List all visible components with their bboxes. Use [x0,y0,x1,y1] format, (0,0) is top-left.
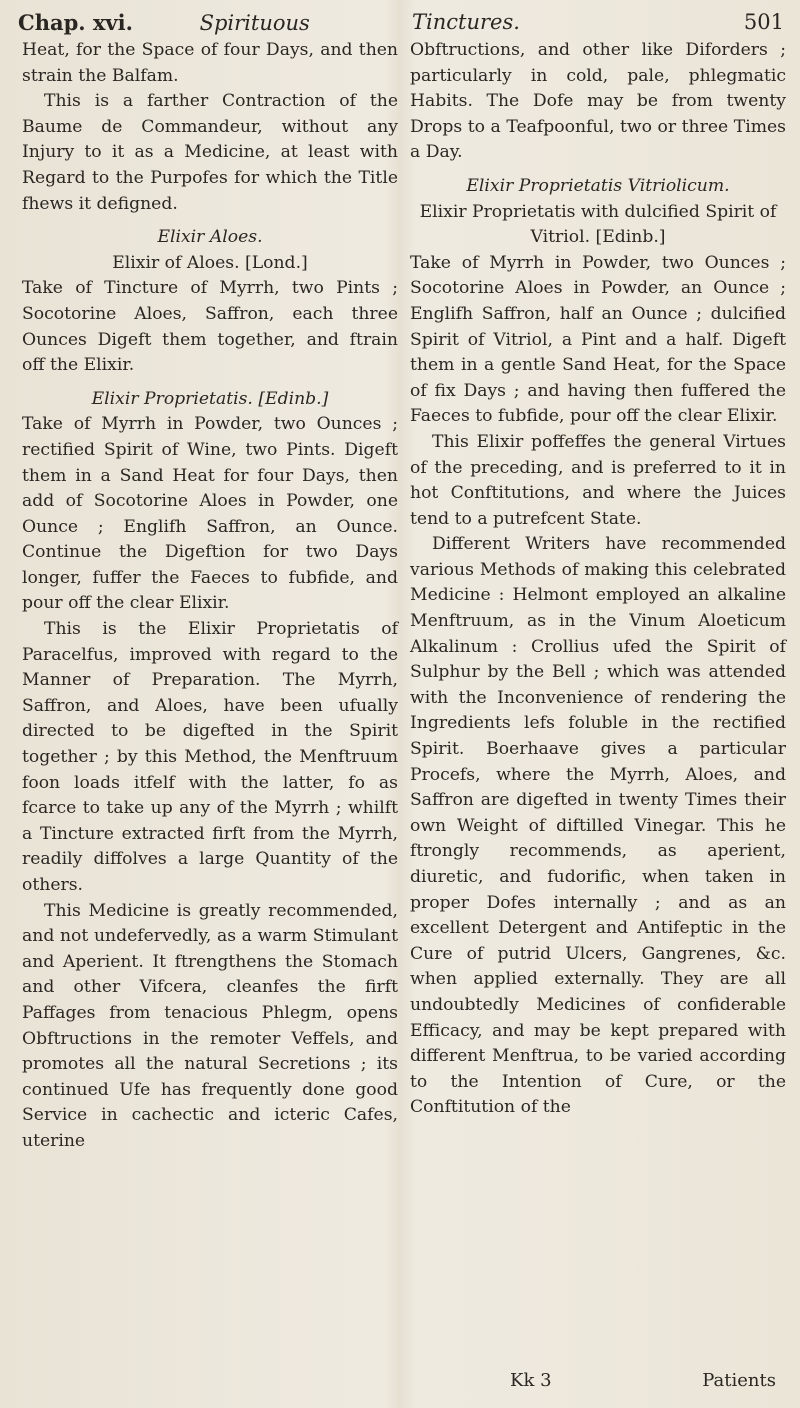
paragraph: Different Writers have recommended various Methods of making this celebrated Medicine : Helmont employed an alkaline Menftruum, as in the Vinum Aloeticum Alkalinum : Crollius ufed the Spirit of Sulphur by the Bell ; which was attended with the Inconvenience of rendering the Ingredients lefs foluble in the rectified Spirit. Boerhaave gives a particular Procefs, where the Myrrh, Aloes, and Saffron are digefted in twenty Times their own Weight of diftilled Vinegar. This he ftrongly recommends, as aperient, diuretic, and fudorific, when taken in proper Dofes internally ; and as an excellent Detergent and Antifeptic in the Cure of putrid Ulcers, Gangrenes, &c. when applied externally. They are all undoubtedly Medicines of confiderable Efficacy, and may be kept prepared with different Menftrua, to be varied according to the Intention of Cure, or the Conftitution of the [410,534,786,1118]
paragraph: This is the Elixir Proprietatis of Paracelfus, improved with regard to the Manner of Preparation. The Myrrh, Saffron, and Aloes, have been ufually directed to be digefted in the Spirit together ; by this Method, the Menftruum foon loads itfelf with the latter, fo as fcarce to take up any of the Myrrh ; whilft a Tincture extracted firft from the Myrrh, readily diffolves a large Quantity of the others. [22,619,398,895]
section-subheading: Elixir of Aloes. [Lond.] [112,252,308,273]
paragraph: Take of Tincture of Myrrh, two Pints ; Socotorine Aloes, Saffron, each three Ounces Digeft them together, and ftrain off the Elixir. [22,278,398,376]
chapter-number: Chap. xvi. [18,10,133,35]
section-heading: Elixir Proprietatis Vitriolicum. [466,175,730,196]
page-number: 501 [743,10,784,34]
paragraph: Take of Myrrh in Powder, two Ounces ; rectified Spirit of Wine, two Pints. Digeft them in a Sand Heat for four Days, then add of Socotorine Aloes in Powder, one Ounce ; Englifh Saffron, an Ounce. Continue the Digeftion for two Days longer, fuffer the Faeces to fubfide, and pour off the clear Elixir. [22,414,398,614]
section-subheading: Elixir Proprietatis with dulcified Spirit of Vitriol. [Edinb.] [419,201,777,248]
paragraph: This Medicine is greatly recommended, and not undefervedly, as a warm Stimulant and Aperient. It ftrengthens the Stomach and other Vifcera, cleanfes the firft Paffages from tenacious Phlegm, opens Obftructions in the remoter Veffels, and promotes all the natural Secretions ; its continued Ufe has frequently done good Service in cachectic and icteric Cafes, uterine [22,900,398,1151]
section-heading: Elixir Aloes. [157,227,263,248]
signature-mark: Kk 3 [510,1370,552,1391]
section-heading: Elixir Proprietatis. [Edinb.] [91,388,329,409]
text-column-right [410,38,786,1121]
paragraph: Take of Myrrh in Powder, two Ounces ; Socotorine Aloes in Powder, an Ounce ; Englifh Saffron, half an Ounce ; dulcified Spirit of Vitriol, a Pint and a half. Digeft them in a gentle Sand Heat, for the Space of fix Days ; and having then fuffered the Faeces to fubfide, pour off the clear Elixir. [410,252,786,427]
running-head-left [18,10,400,35]
catchword: Patients [702,1370,776,1391]
paragraph: This is a farther Contraction of the Baume de Commandeur, without any Injury to it as a Medicine, at least with Regard to the Purpofes for which the Title fhews it defigned. [22,91,398,214]
text-column-left [22,38,398,1155]
running-head-right [412,10,784,34]
running-title-left: Spirituous [199,11,310,35]
paragraph: Heat, for the Space of four Days, and then strain the Balfam. [22,40,398,86]
paragraph: Obftructions, and other like Diforders ; particularly in cold, pale, phlegmatic Habits. The Dofe may be from twenty Drops to a Teafpoonful, two or three Times a Day. [410,40,786,163]
running-title-right: Tinctures. [412,10,520,34]
paragraph: This Elixir poffeffes the general Virtues of the preceding, and is preferred to it in hot Conftitutions, and where the Juices tend to a putrefcent State. [410,431,786,529]
